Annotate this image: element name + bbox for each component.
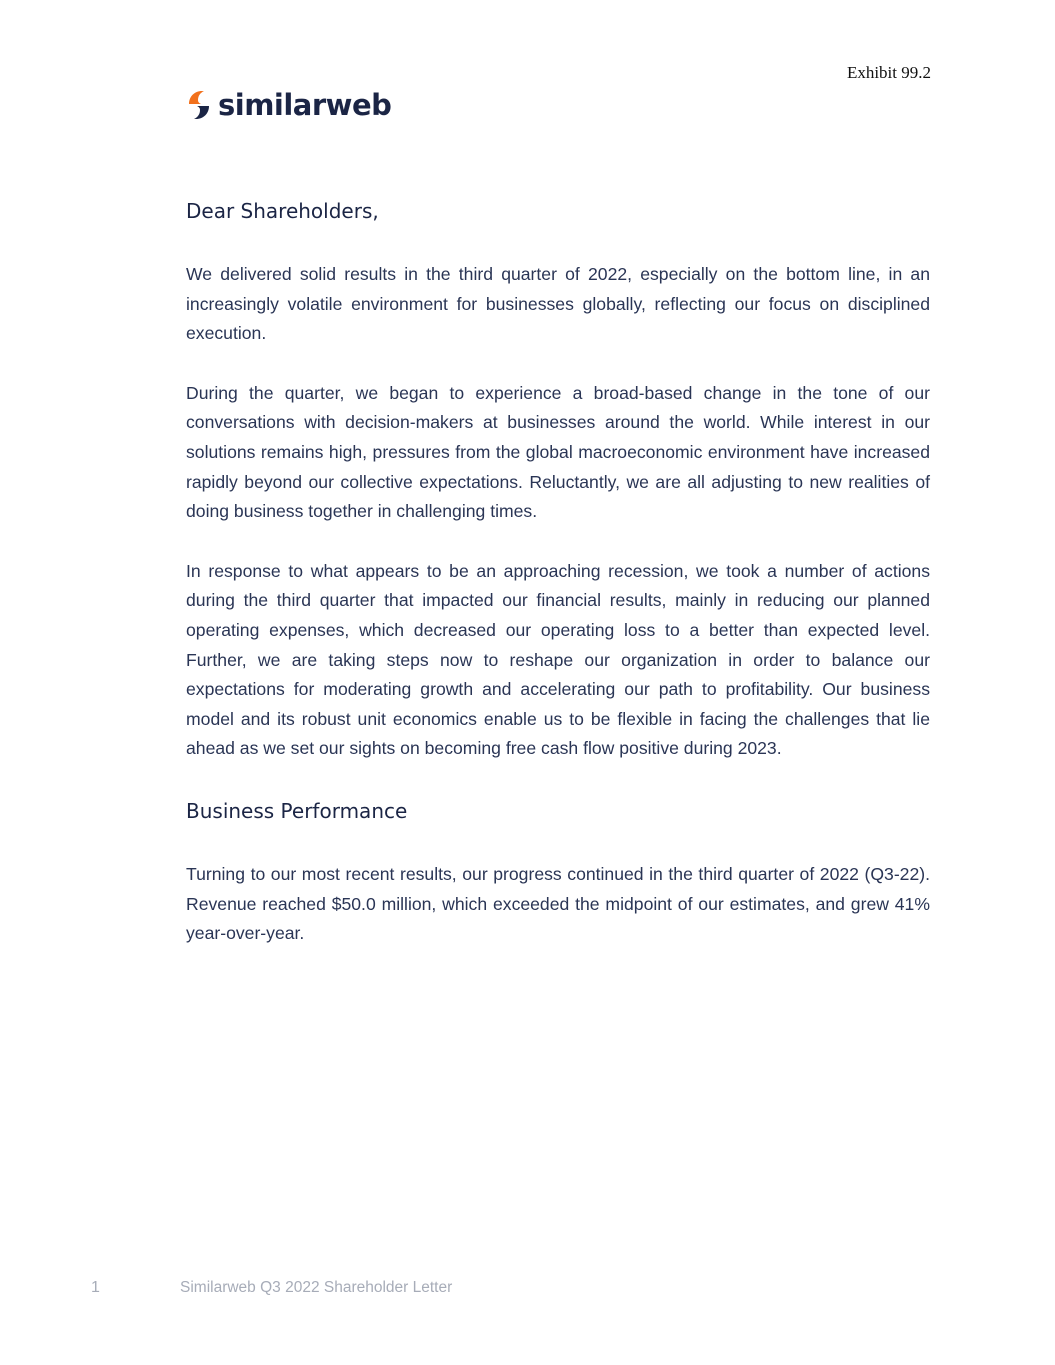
- exhibit-label: Exhibit 99.2: [846, 63, 931, 82]
- footer-document-title: Similarweb Q3 2022 Shareholder Letter: [180, 1279, 453, 1296]
- paragraph: We delivered solid results in the third quarter of 2022, especially on the bottom line, in an increasingly volatile environment for businesses globally, reflecting our focus on disciplined execution.: [186, 264, 930, 344]
- paragraph: During the quarter, we began to experience a broad-based change in the tone of our conversations with decision-makers at businesses around the world. While interest in our solutions remains high, pressures from the global macroeconomic environment have increased rapidly beyond our collective expectations. Reluctantly, we are all adjusting to new realities of doing business together in challenging times.: [186, 382, 930, 522]
- logo-wordmark: similarweb: [218, 88, 392, 122]
- page-number: 1: [91, 1279, 100, 1296]
- paragraph: In response to what appears to be an approaching recession, we took a number of actions during the third quarter that impacted our financial results, mainly in reducing our planned operating expenses, which decreased our operating loss to a better than expected level. Further, we are taking steps now to reshape our organization in order to balance our expectations for moderating growth and accelerating our path to profitability. Our business model and its robust unit economics enable us to be flexible in facing the challenges that lie ahead as we set our sights on becoming free cash flow positive during 2023.: [186, 560, 930, 759]
- greeting-heading: Dear Shareholders,: [186, 199, 379, 223]
- paragraph: Turning to our most recent results, our progress continued in the third quarter of 2022 (Q3-22). Revenue reached $50.0 million, which exceeded the midpoint of our estimates, and grew 41% year-over-year.: [186, 863, 930, 944]
- section-heading: Business Performance: [186, 798, 408, 823]
- letter-body: [186, 196, 930, 979]
- similarweb-logo-icon: [186, 88, 212, 122]
- similarweb-logo: [186, 88, 391, 122]
